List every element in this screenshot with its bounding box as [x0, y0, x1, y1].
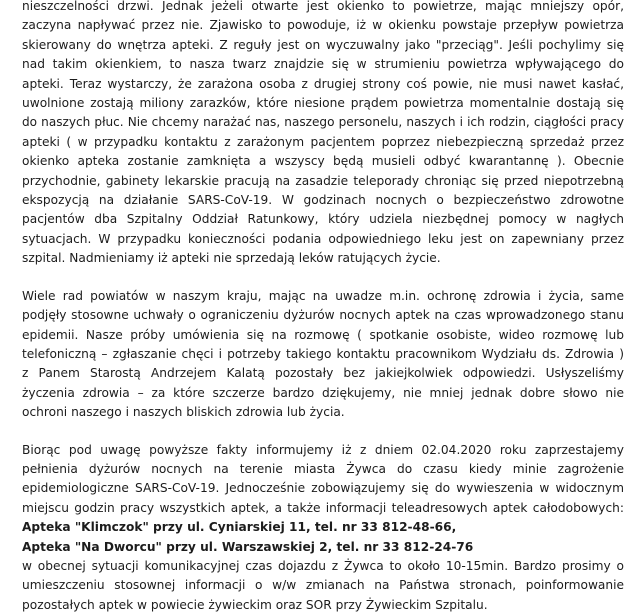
text-line: szpital. Nadmieniamy iż apteki nie sprzedają leków ratujących życie. — [22, 251, 441, 266]
pharmacy-na-dworcu-contact: Apteka "Na Dworcu" przy ul. Warszawskiej 2, tel. nr 33 812-24-76 — [22, 539, 474, 554]
text-line: z Panem Starostą Andrzejem Kalatą pozostały bez jakiejkolwiek odpowiedzi. Usłyszeliśmy — [22, 366, 624, 381]
pharmacy-klimczok-contact: Apteka "Klimczok" przy ul. Cyniarskiej 11, tel. nr 33 812-48-66, — [22, 520, 457, 535]
text-line: życzenia zdrowia – za które szczerze bardzo dziękujemy, nie mniej jednak dobre słowo nie — [22, 385, 624, 400]
text-line: pozostałych aptek w powiecie żywieckim oraz SOR przy Żywieckim Szpitalu. — [22, 597, 488, 612]
text-line: podjęły stosowne uchwały o ograniczeniu dyżurów nocnych aptek na czas wprowadzonego stanu — [22, 308, 624, 323]
paragraph-3 — [22, 441, 624, 615]
paragraph-2 — [22, 287, 624, 423]
text-line: nieszczelności drzwi. Jednak jeżeli otwarte jest okienko to powietrze, mając mniejszy opór, — [22, 0, 624, 13]
text-line: skierowany do wnętrza apteki. Z reguły jest on wyczuwalny jako "przeciąg". Jeśli pochylimy się — [22, 37, 624, 52]
text-line: przychodnie, gabinety lekarskie pracują na zasadzie teleporady chroniąc się przed niepotrzebną — [22, 173, 624, 188]
text-line: uwolnione zostają miliony zarazków, które niesione prądem powietrza momentalnie dostają się — [22, 96, 624, 111]
text-line: ekspozycją na działanie SARS-CoV-19. W godzinach nocnych o bezpieczeństwo zdrowotne — [22, 193, 624, 208]
text-line: sytuacjach. W przypadku konieczności podania odpowiedniego leku jest on zapewniany przez — [22, 231, 624, 246]
text-line: Biorąc pod uwagę powyższe fakty informujemy iż z dniem 02.04.2020 roku zaprzestajemy — [22, 442, 624, 457]
text-line: pełnienia dyżurów nocnych na terenie miasta Żywca do czasu kiedy minie zagrożenie — [22, 461, 624, 476]
text-line: okienko apteka zostanie zamknięta a wszyscy będą musieli odbyć kwarantannę ). Obecnie — [22, 154, 624, 169]
text-line: Wiele rad powiatów w naszym kraju, mając na uwadze m.in. ochronę zdrowia i życia, same — [22, 288, 624, 303]
text-line: apteki. Teraz wystarczy, że zarażona osoba z drugiej strony coś powie, nie musi nawet kasłać, — [22, 76, 624, 91]
paragraph-1 — [22, 0, 624, 269]
text-line: zaczyna napływać przez nie. Zjawisko to powoduje, iż w okienku powstaje przepływ powietrza — [22, 18, 624, 33]
text-line: do naszych płuc. Nie chcemy narażać nas, naszego personelu, naszych i ich rodzin, ciągłości pracy — [22, 115, 624, 130]
text-line: umieszczeniu stosownej informacji o w/w zmianach na Państwa stronach, poinformowanie — [22, 578, 624, 593]
text-line: epidemiologiczne SARS-CoV-19. Jednocześnie zobowiązujemy się do wywieszenia w widocznym — [22, 481, 624, 496]
text-line: w obecnej sytuacji komunikacyjnej czas dojazdu z Żywca to około 10-15min. Bardzo prosimy o — [22, 558, 624, 573]
text-line: pacjentów dba Szpitalny Oddział Ratunkowy, który udziela niezbędnej pomocy w nagłych — [22, 212, 624, 227]
text-line: nad takim okienkiem, to nasza twarz znajdzie się w strumieniu powietrza wpływającego do — [22, 57, 624, 72]
text-line: epidemii. Nasze próby umówienia się na rozmowę ( spotkanie osobiste, wideo rozmowę lub — [22, 327, 624, 342]
text-line: telefoniczną – zgłaszanie chęci i potrzeby takiego kontaktu pracownikom Wydziału ds. Zdrowia ) — [22, 346, 624, 361]
text-line: ochroni naszego i naszych bliskich zdrowia lub życia. — [22, 405, 345, 420]
text-line: apteki ( w przypadku kontaktu z zarażonym pacjentem poprzez niebezpieczną sprzedaż przez — [22, 134, 624, 149]
text-line: miejscu godzin pracy wszystkich aptek, a także informacji teleadresowych aptek całodobowych: — [22, 500, 624, 515]
